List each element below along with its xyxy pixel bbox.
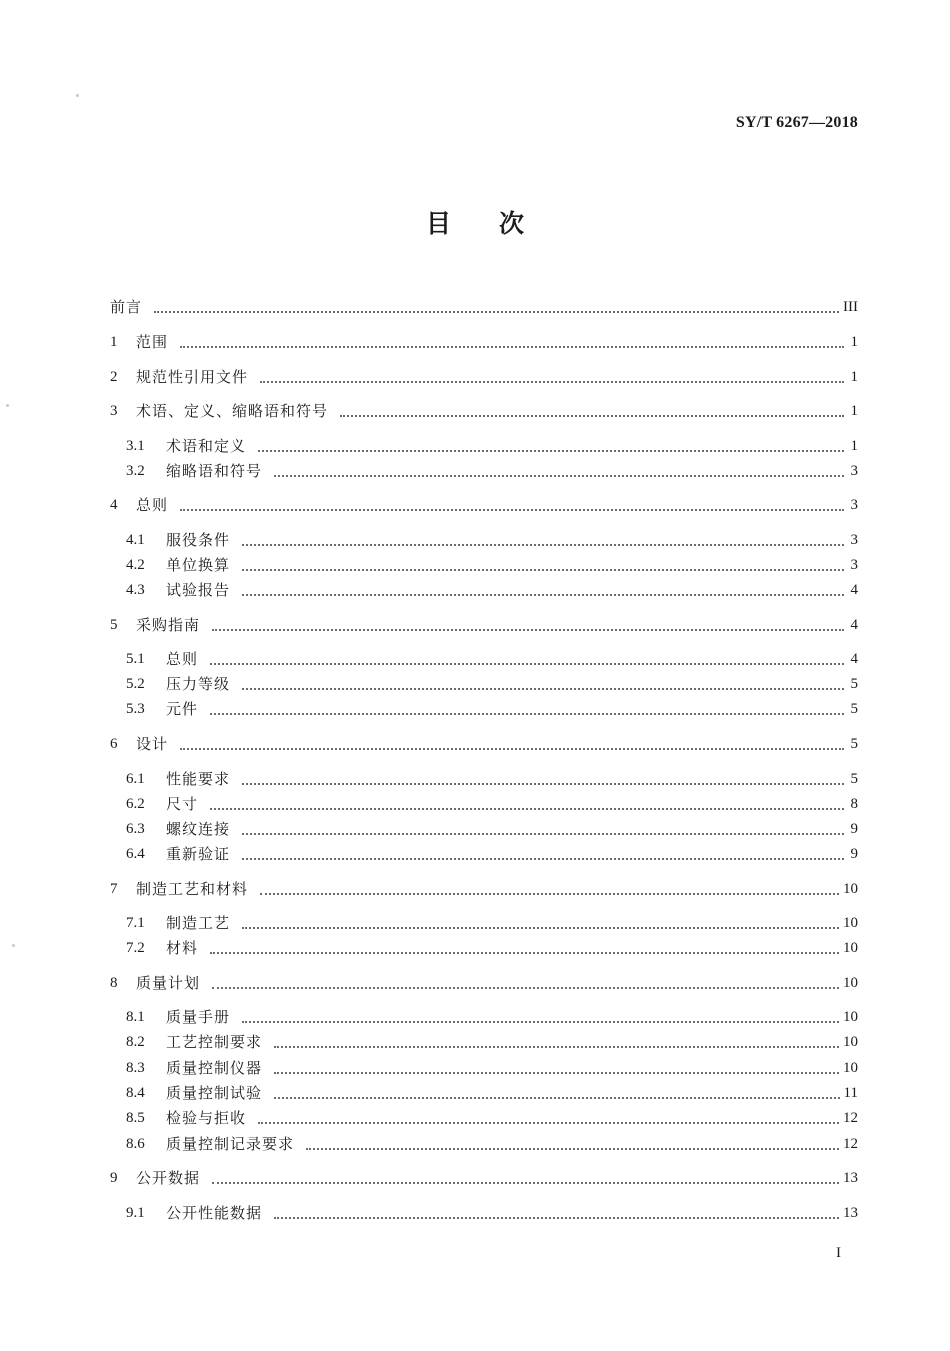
toc-entry[interactable] bbox=[110, 436, 858, 456]
toc-entry-page: 3 bbox=[850, 532, 858, 548]
toc-entry-number: 4.2 bbox=[126, 557, 145, 573]
toc-entry-number: 7.2 bbox=[126, 940, 145, 956]
toc-entry[interactable] bbox=[110, 615, 858, 635]
dot-leader bbox=[212, 628, 844, 631]
page-number: I bbox=[836, 1245, 841, 1261]
dot-leader bbox=[274, 1216, 839, 1219]
toc-entry-page: 1 bbox=[850, 334, 858, 350]
toc-entry[interactable] bbox=[110, 580, 858, 600]
toc-entry-page: 12 bbox=[843, 1136, 858, 1152]
toc-entry-page: 13 bbox=[843, 1170, 858, 1186]
toc-entry[interactable] bbox=[110, 1168, 858, 1188]
toc-entry-page: 10 bbox=[843, 940, 858, 956]
dot-leader bbox=[260, 380, 844, 383]
toc-entry-number: 8.5 bbox=[126, 1110, 145, 1126]
toc-entry-number: 6.1 bbox=[126, 771, 145, 787]
toc-entry-number: 5 bbox=[110, 617, 118, 633]
toc-entry-number: 3.2 bbox=[126, 463, 145, 479]
toc-entry-page: 10 bbox=[843, 1009, 858, 1025]
toc-entry-number: 4.3 bbox=[126, 582, 145, 598]
toc-entry[interactable] bbox=[110, 913, 858, 933]
toc-entry-title: 规范性引用文件 bbox=[136, 368, 249, 386]
toc-heading-char-2: 次 bbox=[499, 209, 525, 238]
toc-entry-number: 8.6 bbox=[126, 1136, 145, 1152]
dot-leader bbox=[242, 543, 844, 546]
toc-entry[interactable] bbox=[110, 1108, 858, 1128]
toc-entry-title: 质量控制记录要求 bbox=[166, 1135, 295, 1153]
toc-entry-page: 4 bbox=[850, 582, 858, 598]
toc-entry[interactable] bbox=[110, 699, 858, 719]
dot-leader bbox=[212, 986, 839, 989]
toc-entry-number: 8.4 bbox=[126, 1085, 145, 1101]
toc-entry-title: 材料 bbox=[166, 939, 199, 957]
dot-leader bbox=[340, 414, 844, 417]
dot-leader bbox=[242, 568, 844, 571]
toc-entry-title: 螺纹连接 bbox=[166, 820, 231, 838]
toc-entry-page: 5 bbox=[850, 771, 858, 787]
dot-leader bbox=[260, 892, 839, 895]
toc-entry-number: 7.1 bbox=[126, 915, 145, 931]
toc-entry-page: 10 bbox=[843, 1060, 858, 1076]
toc-entry[interactable] bbox=[110, 649, 858, 669]
toc-entry-title: 工艺控制要求 bbox=[166, 1033, 263, 1051]
dot-leader bbox=[274, 474, 844, 477]
toc-entry-title: 总则 bbox=[136, 496, 169, 514]
toc-entry-title: 元件 bbox=[166, 700, 199, 718]
toc-entry-page: 3 bbox=[850, 497, 858, 513]
toc-entry-title: 总则 bbox=[166, 650, 199, 668]
toc-entry-number: 3.1 bbox=[126, 438, 145, 454]
dot-leader bbox=[258, 449, 844, 452]
toc-entry-title: 尺寸 bbox=[166, 795, 199, 813]
toc-entry[interactable] bbox=[110, 938, 858, 958]
toc-entry-page: 3 bbox=[850, 463, 858, 479]
toc-entry-number: 8.1 bbox=[126, 1009, 145, 1025]
dot-leader bbox=[242, 687, 844, 690]
toc-entry-number: 6.4 bbox=[126, 846, 145, 862]
toc-entry-title: 服役条件 bbox=[166, 531, 231, 549]
toc-entry-title: 质量计划 bbox=[136, 974, 201, 992]
toc-entry-title: 压力等级 bbox=[166, 675, 231, 693]
toc-entry[interactable] bbox=[110, 332, 858, 352]
toc-entry-number: 9 bbox=[110, 1170, 118, 1186]
toc-entry-title: 范围 bbox=[136, 333, 169, 351]
toc-entry-title: 缩略语和符号 bbox=[166, 462, 263, 480]
toc-entry-number: 6.2 bbox=[126, 796, 145, 812]
dot-leader bbox=[242, 1020, 839, 1023]
toc-entry[interactable] bbox=[110, 401, 858, 421]
toc-entry-page: 11 bbox=[843, 1085, 858, 1101]
toc-entry[interactable] bbox=[110, 495, 858, 515]
dot-leader bbox=[274, 1045, 839, 1048]
dot-leader bbox=[242, 782, 844, 785]
toc-entry-title: 公开数据 bbox=[136, 1169, 201, 1187]
toc-entry-page: 9 bbox=[850, 846, 858, 862]
toc-entry[interactable] bbox=[110, 973, 858, 993]
toc-entry[interactable] bbox=[110, 367, 858, 387]
toc-entry-title: 试验报告 bbox=[166, 581, 231, 599]
toc-entry-title: 质量控制仪器 bbox=[166, 1059, 263, 1077]
toc-entry-title: 采购指南 bbox=[136, 616, 201, 634]
dot-leader bbox=[210, 712, 844, 715]
toc-entry[interactable] bbox=[110, 674, 858, 694]
dot-leader bbox=[258, 1121, 839, 1124]
toc-entry[interactable] bbox=[110, 1058, 858, 1078]
toc-entry-number: 5.3 bbox=[126, 701, 145, 717]
dot-leader bbox=[242, 926, 839, 929]
dot-leader bbox=[274, 1071, 839, 1074]
toc-entry-number: 5.1 bbox=[126, 651, 145, 667]
toc-entry-number: 6 bbox=[110, 736, 118, 752]
toc-entry-page: 12 bbox=[843, 1110, 858, 1126]
toc-entry-title: 重新验证 bbox=[166, 845, 231, 863]
toc-heading-char-1: 目 bbox=[425, 209, 451, 238]
dot-leader bbox=[306, 1147, 839, 1150]
toc-entry-title: 设计 bbox=[136, 735, 169, 753]
toc-entry-title: 单位换算 bbox=[166, 556, 231, 574]
dot-leader bbox=[210, 662, 844, 665]
toc-entry-title: 术语和定义 bbox=[166, 437, 247, 455]
toc-entry-title: 制造工艺 bbox=[166, 914, 231, 932]
toc-entry-page: 1 bbox=[850, 438, 858, 454]
toc-entry-title: 术语、定义、缩略语和符号 bbox=[136, 402, 329, 420]
toc-entry-page: III bbox=[843, 299, 858, 315]
toc-entry-page: 9 bbox=[850, 821, 858, 837]
toc-entry[interactable] bbox=[110, 461, 858, 481]
toc-entry-page: 1 bbox=[850, 403, 858, 419]
toc-entry-title: 制造工艺和材料 bbox=[136, 880, 249, 898]
toc-entry-title: 前言 bbox=[110, 298, 143, 316]
toc-entry-number: 8.2 bbox=[126, 1034, 145, 1050]
toc-entry-page: 5 bbox=[850, 736, 858, 752]
dot-leader bbox=[154, 310, 839, 313]
toc-entry-number: 1 bbox=[110, 334, 118, 350]
dot-leader bbox=[180, 508, 844, 511]
toc-entry-page: 4 bbox=[850, 651, 858, 667]
toc-entry[interactable] bbox=[110, 297, 858, 317]
toc-entry-title: 检验与拒收 bbox=[166, 1109, 247, 1127]
dot-leader bbox=[242, 593, 844, 596]
toc-entry-page: 5 bbox=[850, 701, 858, 717]
toc-entry[interactable] bbox=[110, 794, 858, 814]
dot-leader bbox=[242, 857, 844, 860]
toc-entry-number: 2 bbox=[110, 369, 118, 385]
dot-leader bbox=[210, 951, 839, 954]
toc-entry-page: 3 bbox=[850, 557, 858, 573]
toc-entry[interactable] bbox=[110, 1032, 858, 1052]
toc-entry-number: 3 bbox=[110, 403, 118, 419]
toc-entry-page: 5 bbox=[850, 676, 858, 692]
toc-entry[interactable] bbox=[110, 879, 858, 899]
dot-leader bbox=[180, 345, 844, 348]
dot-leader bbox=[180, 747, 844, 750]
dot-leader bbox=[212, 1181, 839, 1184]
toc-entry-title: 公开性能数据 bbox=[166, 1204, 263, 1222]
dot-leader bbox=[242, 832, 844, 835]
toc-entry-number: 5.2 bbox=[126, 676, 145, 692]
toc-entry-number: 4 bbox=[110, 497, 118, 513]
toc-entry-page: 10 bbox=[843, 881, 858, 897]
toc-entry-page: 10 bbox=[843, 975, 858, 991]
toc-entry[interactable] bbox=[110, 844, 858, 864]
toc-entry[interactable] bbox=[110, 1083, 858, 1103]
toc-entry-number: 8 bbox=[110, 975, 118, 991]
toc-entry-number: 8.3 bbox=[126, 1060, 145, 1076]
toc-entry[interactable] bbox=[110, 1134, 858, 1154]
standard-code: SY/T 6267—2018 bbox=[735, 114, 858, 131]
dot-leader bbox=[210, 807, 844, 810]
toc-heading bbox=[0, 204, 950, 240]
toc-entry-number: 9.1 bbox=[126, 1205, 145, 1221]
toc-entry-title: 质量控制试验 bbox=[166, 1084, 263, 1102]
toc-entry[interactable] bbox=[110, 734, 858, 754]
toc-entry[interactable] bbox=[110, 769, 858, 789]
toc-entry-page: 1 bbox=[850, 369, 858, 385]
toc-entry-page: 10 bbox=[843, 1034, 858, 1050]
toc-entry-title: 性能要求 bbox=[166, 770, 231, 788]
toc-entry[interactable] bbox=[110, 1203, 858, 1223]
toc-entry-title: 质量手册 bbox=[166, 1008, 231, 1026]
dot-leader bbox=[274, 1096, 840, 1099]
toc-entry[interactable] bbox=[110, 1007, 858, 1027]
toc-entry-number: 6.3 bbox=[126, 821, 145, 837]
toc-entry[interactable] bbox=[110, 530, 858, 550]
toc-entry-page: 4 bbox=[850, 617, 858, 633]
toc-entry-number: 4.1 bbox=[126, 532, 145, 548]
toc-entry-page: 10 bbox=[843, 915, 858, 931]
toc-entry-page: 13 bbox=[843, 1205, 858, 1221]
toc-entry-page: 8 bbox=[850, 796, 858, 812]
toc-entry[interactable] bbox=[110, 819, 858, 839]
toc-entry[interactable] bbox=[110, 555, 858, 575]
toc-entry-number: 7 bbox=[110, 881, 118, 897]
